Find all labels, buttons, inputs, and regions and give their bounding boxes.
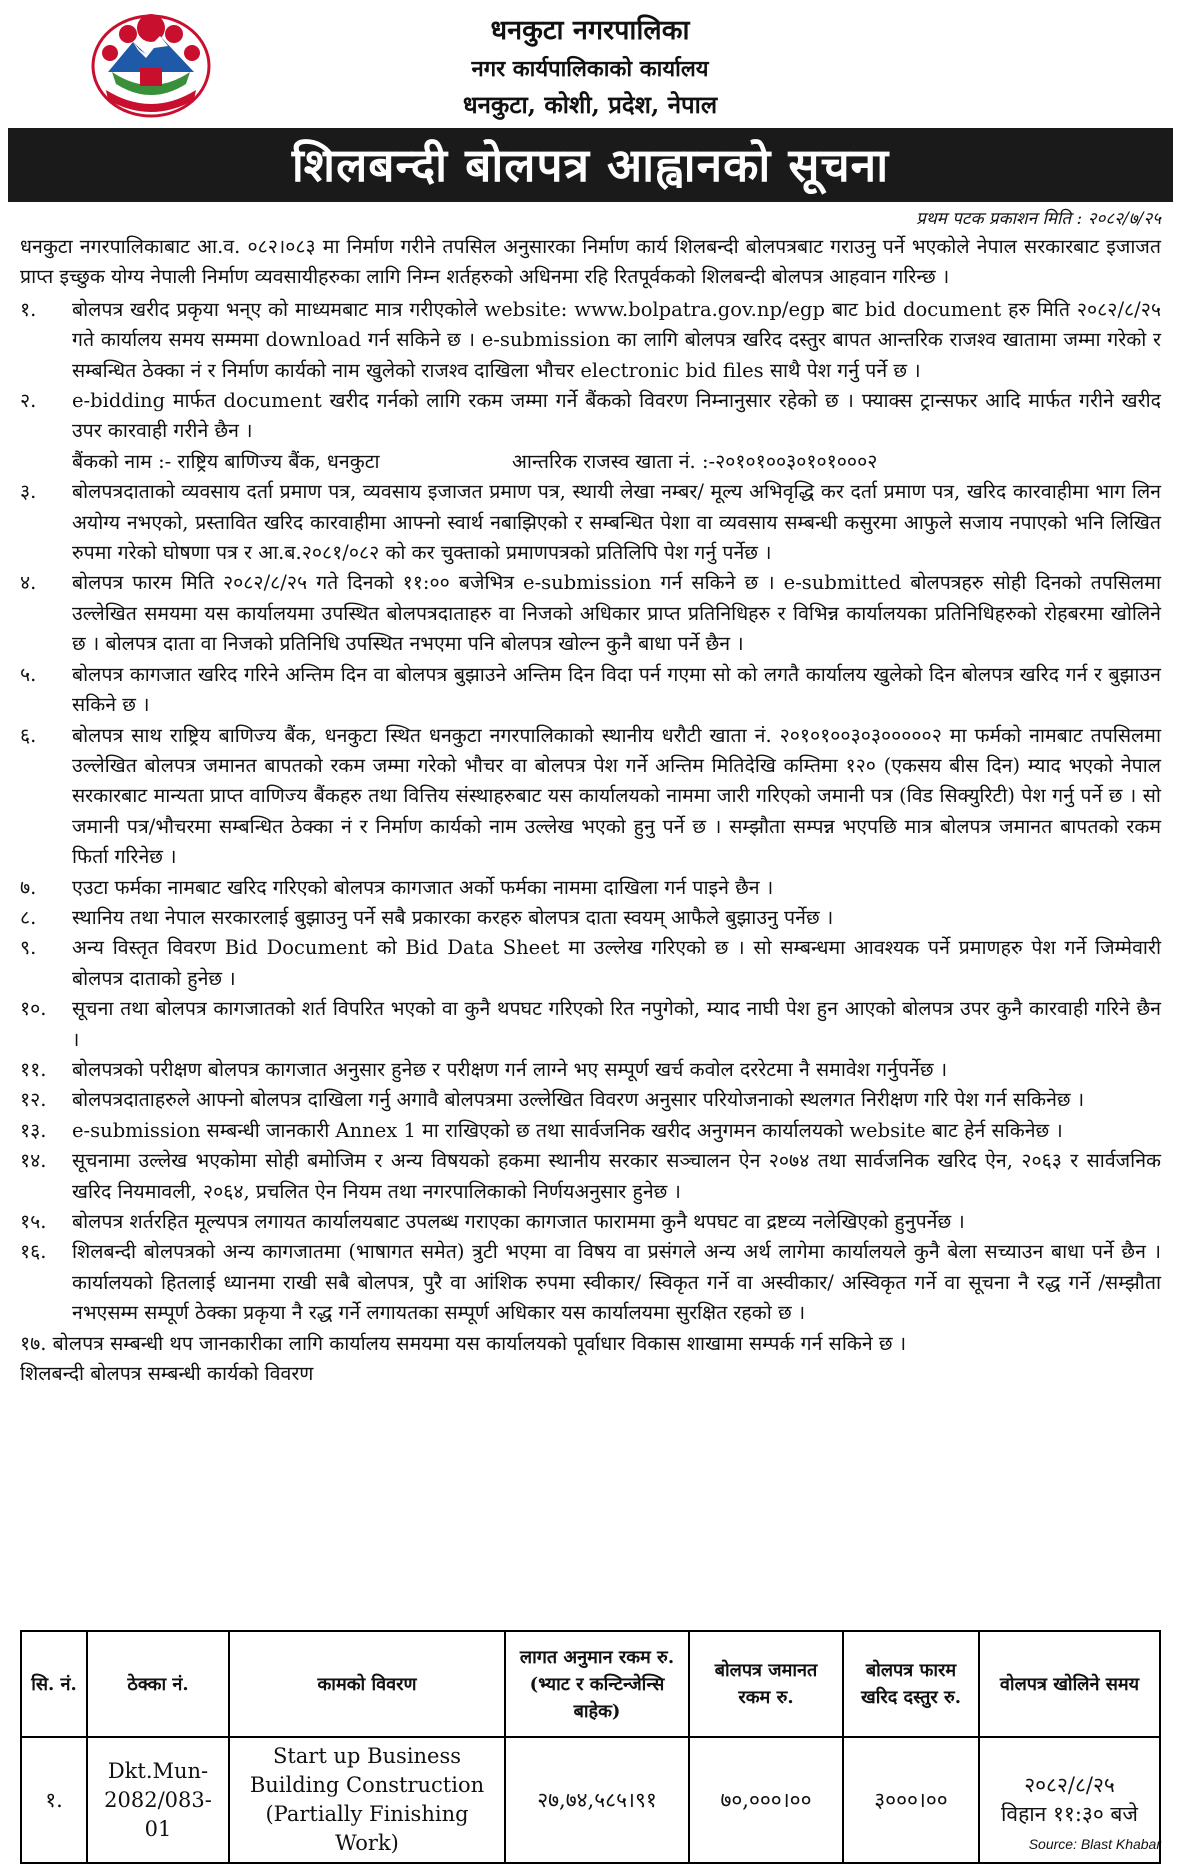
clause-number: ११.	[20, 1057, 47, 1081]
clause-number: १२.	[20, 1088, 47, 1112]
bank-account: आन्तरिक राजस्व खाता नं. :-२०१०१००३०१०१०००२	[512, 449, 878, 473]
clause-text: बोलपत्र शर्तरहित मूल्यपत्र लगायत कार्यालयबाट उपलब्ध गराएका कागजात फाराममा कुनै थपघट वा द्रष्टव्य नलेखिएको हुनुपर्नेछ ।	[72, 1210, 965, 1233]
publish-date: प्रथम पटक प्रकाशन मिति : २०८२/७/२५	[916, 209, 1161, 229]
opening-date: २०८२/८/२५	[1024, 1773, 1115, 1797]
cell-fee: ३०००।००	[843, 1737, 979, 1863]
clause-number: १४.	[20, 1149, 47, 1173]
col-header-estimate: लागत अनुमान रकम रु. (भ्याट र कन्टिन्जेन्सि बाहेक)	[505, 1631, 689, 1737]
clause-number: १.	[20, 297, 37, 321]
clause-item	[20, 1146, 1161, 1207]
clause-text: बोलपत्रदाताहरुले आफ्नो बोलपत्र दाखिला गर्नु अगावै बोलपत्रमा उल्लेखित विवरण अनुसार परियोजनाको स्थलगत निरीक्षण गरि पेश गर्न सकिनेछ ।	[72, 1088, 1085, 1112]
tender-table	[20, 1630, 1161, 1864]
cell-estimate: २७,७४,५८५।९१	[505, 1737, 689, 1863]
clause-text-main: e-bidding मार्फत document खरीद गर्नको लागि रकम जम्मा गर्ने बैंकको विवरण निम्नानुसार रहेको छ । फ्याक्स ट्रान्सफर आदि मार्फत गरीने खरीद उपर कारवाही गरीने छैन ।	[72, 389, 1161, 443]
clause-text: बोलपत्र कागजात खरिद गरिने अन्तिम दिन वा बोलपत्र बुझाउने अन्तिम दिन विदा पर्न गएमा सो को लगतै कार्यालय खुलेको दिन बोलपत्र खरिद गर्न र बुझाउन सकिने छ ।	[72, 662, 1161, 717]
table-row	[21, 1737, 1160, 1863]
clause-item	[20, 873, 1161, 903]
opening-time: विहान ११:३० बजे	[1000, 1802, 1139, 1826]
clause-number: ५.	[20, 662, 37, 686]
clause-number: १५.	[20, 1210, 47, 1233]
clause-number: २.	[20, 389, 37, 413]
clause-item	[20, 1055, 1161, 1085]
intro-paragraph: धनकुटा नगरपालिकाबाट आ.व. ०८२।०८३ मा निर्माण गरीने तपसिल अनुसारका निर्माण कार्य शिलबन्दी बोलपत्रबाट गराउनु पर्ने भएकोले नेपाल सरकारबाट इजाजत प्राप्त इच्छुक योग्य नेपाली निर्माण व्यवसायीहरुका लागि निम्न शर्तहरुको अधिनमा रहि रितपूर्वकको शिलबन्दी बोलपत्र आहवान गरिन्छ ।	[20, 235, 1161, 289]
clause-number: ६.	[20, 723, 37, 747]
clause-number: ७.	[20, 875, 37, 899]
clause-number: ८.	[20, 905, 37, 929]
clause-item	[20, 1207, 1161, 1237]
clause-item	[20, 1116, 1161, 1146]
clause-item	[20, 568, 1161, 659]
office-name: नगर कार्यपालिकाको कार्यालय	[471, 56, 709, 82]
clause-17: १७. बोलपत्र सम्बन्धी थप जानकारीका लागि कार्यालय समयमा यस कार्यालयको पूर्वाधार विकास शाखामा सम्पर्क गर्न सकिने छ ।	[20, 1331, 907, 1355]
municipality-name: धनकुटा नगरपालिका	[490, 15, 690, 46]
col-header-opening: वोलपत्र खोलिने समय	[979, 1631, 1160, 1737]
nepal-emblem-icon	[88, 8, 214, 118]
clause-list	[20, 295, 1161, 1329]
cell-security: ७०,०००।००	[689, 1737, 843, 1863]
clause-number: ९.	[20, 936, 37, 960]
clause-text: अन्य विस्तृत विवरण Bid Document को Bid Data Sheet मा उल्लेख गरिएको छ । सो सम्बन्धमा आवश्यक पर्ने प्रमाणहरु पेश गर्ने जिम्मेवारी बोलपत्र दाताको हुनेछ ।	[72, 936, 1161, 990]
cell-sn: १.	[21, 1737, 87, 1863]
clause-number: ३.	[20, 480, 37, 504]
col-header-description: कामको विवरण	[229, 1631, 505, 1737]
bank-details	[72, 447, 1161, 477]
cell-description: Start up Business Building Construction (Partially Finishing Work)	[229, 1737, 505, 1863]
table-title: शिलबन्दी बोलपत्र सम्बन्धी कार्यको विवरण	[20, 1362, 314, 1386]
col-header-contract-no: ठेक्का नं.	[87, 1631, 229, 1737]
clause-text	[72, 386, 1161, 477]
clause-text: बोलपत्रदाताको व्यवसाय दर्ता प्रमाण पत्र, व्यवसाय इजाजत प्रमाण पत्र, स्थायी लेखा नम्बर/ मूल्य अभिवृद्धि कर दर्ता प्रमाण पत्र, खरिद कारवाहीमा भाग लिन अयोग्य नभएको, प्रस्तावित खरिद कारवाहीमा आफ्नो स्वार्थ नबाझिएको र सम्बन्धित पेशा वा व्यवसाय सम्बन्धी कसुरमा आफुले सजाय नपाएको भनि लिखित रुपमा गरेको घोषणा पत्र र आ.ब.२०८१/०८२ को कर चुक्ताको प्रमाणपत्रको प्रतिलिपि पेश गर्नु पर्नेछ ।	[72, 480, 1161, 565]
clause-item	[20, 477, 1161, 568]
notice-body	[20, 232, 1161, 1389]
clause-text: बोलपत्र फारम मिति २०८२/८/२५ गते दिनको ११:०० बजेभित्र e-submission गर्न सकिने छ । e-submitted बोलपत्रहरु सोही दिनको तपसिलमा उल्लेखित समयमा यस कार्यालयमा उपस्थित बोलपत्रदाताहरु वा निजको अधिकार प्राप्त प्रतिनिधिहरु र विभिन्न कार्यालयका प्रतिनिधिहरुको रोहबरमा खोलिने छ । बोलपत्र दाता वा निजको प्रतिनिधि उपस्थित नभएमा पनि बोलपत्र खोल्न कुनै बाधा पर्ने छैन ।	[72, 571, 1161, 656]
clause-number: १०.	[20, 997, 47, 1021]
office-address: धनकुटा, कोशी, प्रदेश, नेपाल	[462, 90, 718, 119]
clause-item	[20, 1085, 1161, 1115]
clause-text: सूचनामा उल्लेख भएकोमा सोही बमोजिम र अन्य विषयको हकमा स्थानीय सरकार सञ्चालन ऐन २०७४ तथा सार्वजनिक खरिद ऐन, २०६३ र सार्वजनिक खरिद नियमावली, २०६४, प्रचलित ऐन नियम तथा नगरपालिकाको निर्णयअनुसार हुनेछ ।	[72, 1149, 1161, 1203]
clause-item	[20, 933, 1161, 994]
letterhead	[0, 0, 1181, 122]
clause-text: सूचना तथा बोलपत्र कागजातको शर्त विपरित भएको वा कुनै थपघट गरिएको रित नपुगेको, म्याद नाघी पेश हुन आएको बोलपत्र उपर कुनै कारवाही गरिने छैन ।	[72, 997, 1161, 1051]
clause-text: एउटा फर्मका नामबाट खरिद गरिएको बोलपत्र कागजात अर्को फर्मका नाममा दाखिला गर्न पाइने छैन ।	[72, 875, 774, 899]
col-header-sn: सि. नं.	[21, 1631, 87, 1737]
col-header-fee: बोलपत्र फारम खरिद दस्तुर रु.	[843, 1631, 979, 1737]
clause-item	[20, 903, 1161, 933]
source-credit: Source: Blast Khabar	[1028, 1836, 1161, 1852]
clause-text: बोलपत्र साथ राष्ट्रिय बाणिज्य बैंक, धनकुटा स्थित धनकुटा नगरपालिकाको स्थानीय धरौटी खाता नं. २०१०१००३०३०००००२ मा फर्मको नामबाट तपसिलमा उल्लेखित बोलपत्र जमानत बापतको रकम जम्मा गरेको भौचर वा बोलपत्र पेश गर्ने अन्तिम मितिदेखि कम्तिमा १२० (एकसय बीस दिन) म्याद भएको नेपाल सरकारबाट मान्यता प्राप्त वाणिज्य बैंकहरु तथा वित्तिय संस्थाहरुबाट यस कार्यालयको नाममा जारी गरिएको जमानी पत्र (विड सिक्युरिटी) पेश गर्नु पर्ने छ । सो जमानी पत्र/भौचरमा सम्बन्धित ठेक्का नं र निर्माण कार्यको नाम उल्लेख भएको हुनु पर्ने छ । सम्झौता सम्पन्न भएपछि मात्र बोलपत्र जमानत बापतको रकम फिर्ता गरिनेछ ।	[72, 723, 1161, 869]
clause-item	[20, 295, 1161, 386]
clause-text: बोलपत्र खरीद प्रकृया भन्ए को माध्यमबाट मात्र गरीएकोले website: www.bolpatra.gov.np/egp बाट bid document हरु मिति २०८२/८/२५ गते कार्यालय समय सम्ममा download गर्न सकिने छ । e-submission का लागि बोलपत्र खरिद दस्तुर बापत आन्तरिक राजश्व खातामा जम्मा गरेको र सम्बन्धित ठेक्का नं र निर्माण कार्यको नाम खुलेको राजश्व दाखिला भौचर electronic bid files साथै पेश गर्नु पर्ने छ ।	[72, 297, 1161, 382]
cell-contract-no: Dkt.Mun-2082/083-01	[87, 1737, 229, 1863]
clause-text: e-submission सम्बन्धी जानकारी Annex 1 मा राखिएको छ तथा सार्वजनिक खरीद अनुगमन कार्यालयको website बाट हेर्न सकिनेछ ।	[72, 1118, 1063, 1142]
clause-text: शिलबन्दी बोलपत्रको अन्य कागजातमा (भाषागत समेत) त्रुटी भएमा वा विषय वा प्रसंगले अन्य अर्थ लागेमा कार्यालयले कुनै बेला सच्याउन बाधा पर्ने छैन । कार्यालयको हितलाई ध्यानमा राखी सबै बोलपत्र, पुरै वा आंशिक रुपमा स्वीकार/ स्विकृत गर्ने वा अस्वीकार/ अस्विकृत गर्ने वा सूचना नै रद्ध गर्ने /सम्झौता नभएसम्म सम्पूर्ण ठेक्का प्रकृया नै रद्ध गर्ने लगायतका सम्पूर्ण अधिकार यस कार्यालयमा सुरक्षित रहको छ ।	[72, 1240, 1161, 1325]
clause-number: १३.	[20, 1118, 47, 1142]
clause-number: १६.	[20, 1240, 47, 1264]
clause-text: बोलपत्रको परीक्षण बोलपत्र कागजात अनुसार हुनेछ र परीक्षण गर्न लाग्ने भए सम्पूर्ण खर्च कवोल दररेटमा नै समावेश गर्नुपर्नेछ ।	[72, 1057, 948, 1081]
clause-item	[20, 386, 1161, 477]
clause-item	[20, 1237, 1161, 1328]
clause-item	[20, 721, 1161, 873]
notice-title: शिलबन्दी बोलपत्र आह्वानको सूचना	[8, 128, 1173, 202]
col-header-security: बोलपत्र जमानत रकम रु.	[689, 1631, 843, 1737]
clause-item	[20, 994, 1161, 1055]
clause-number: ४.	[20, 571, 37, 595]
bank-name: बैंकको नाम :- राष्ट्रिय बाणिज्य बैंक, धनकुटा	[72, 449, 380, 473]
table-header-row	[21, 1631, 1160, 1737]
clause-item	[20, 660, 1161, 721]
clause-text: स्थानिय तथा नेपाल सरकारलाई बुझाउनु पर्ने सबै प्रकारका करहरु बोलपत्र दाता स्वयम् आफैले बुझाउनु पर्नेछ ।	[72, 905, 834, 929]
